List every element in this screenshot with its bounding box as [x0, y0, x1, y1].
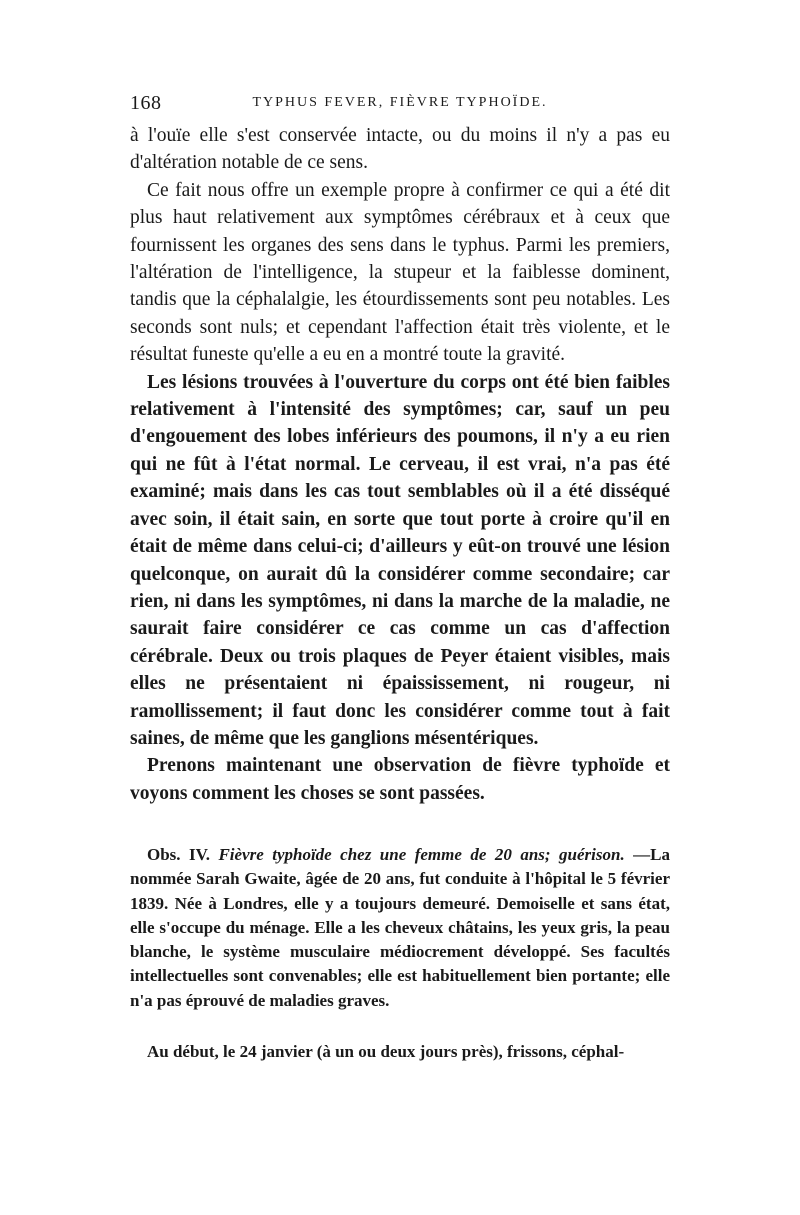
- last-line: [130, 1023, 670, 1081]
- paragraph-typhus-symptoms: Ce fait nous offre un exemple propre à confirmer ce qui a été dit plus haut relativement aux symptômes cérébraux et à ceux que fournissent les organes des sens dans le typhus. Parmi les premiers, l'altération de l'intelligence, la stupeur et la faiblesse dominent, tandis que la céphalalgie, les étourdissements sont peu notables. Les seconds sont nuls; et cependant l'affection était très violente, et le résultat funeste qu'elle a eu en a montré toute la gravité.: [130, 179, 670, 366]
- observation-label: Obs. IV.: [147, 845, 210, 864]
- running-head: [130, 92, 670, 116]
- body-text: [130, 122, 670, 807]
- observation-title: Fièvre typhoïde chez une femme de 20 ans; guérison.: [218, 845, 625, 864]
- page-number: 168: [130, 92, 162, 114]
- last-line-text: Au début, le 24 janvier (à un ou deux jours près), frissons, céphal-: [147, 1042, 625, 1061]
- observation-block: [130, 843, 670, 1013]
- paragraph-transition: Prenons maintenant une observation de fièvre typhoïde et voyons comment les choses se sont passées.: [130, 755, 670, 804]
- paragraph-lesions: Les lésions trouvées à l'ouverture du corps ont été bien faibles relativement à l'intensité des symptômes; car, sauf un peu d'engouement des lobes inférieurs des poumons, il n'y a eu rien qui ne fût à l'état normal. Le cerveau, il est vrai, n'a pas été examiné; mais dans les cas tout semblables où il a été disséqué avec soin, il était sain, en sorte que tout porte à croire qu'il en était de même dans celui-ci; d'ailleurs y eût-on trouvé une lésion quelconque, on aurait dû la considérer comme secondaire; car rien, ni dans les symptômes, ni dans la marche de la maladie, ne saurait faire considérer ce cas comme un cas d'affection cérébrale. Deux ou trois plaques de Peyer étaient visibles, mais elles ne présentaient ni épaississement, ni rougeur, ni ramollissement; il faut donc les considérer comme tout à fait saines, de même que les ganglions mésentériques.: [130, 371, 670, 749]
- paragraph-continuation: à l'ouïe elle s'est conservée intacte, ou du moins il n'y a pas eu d'altération notable de ce sens.: [130, 125, 670, 174]
- observation-text: —La nommée Sarah Gwaite, âgée de 20 ans, fut conduite à l'hôpital le 5 février 1839. Née à Londres, elle y a toujours demeuré. Demoiselle et sans état, elle s'occupe du ménage. Elle a les cheveux châtains, les yeux gris, la peau blanche, le système musculaire médiocrement développé. Ses facultés intellectuelles sont convenables; elle est habituellement bien portante; elle n'a pas éprouvé de maladies graves.: [130, 845, 671, 1010]
- running-title: TYPHUS FEVER, FIÈVRE TYPHOÏDE.: [252, 95, 548, 110]
